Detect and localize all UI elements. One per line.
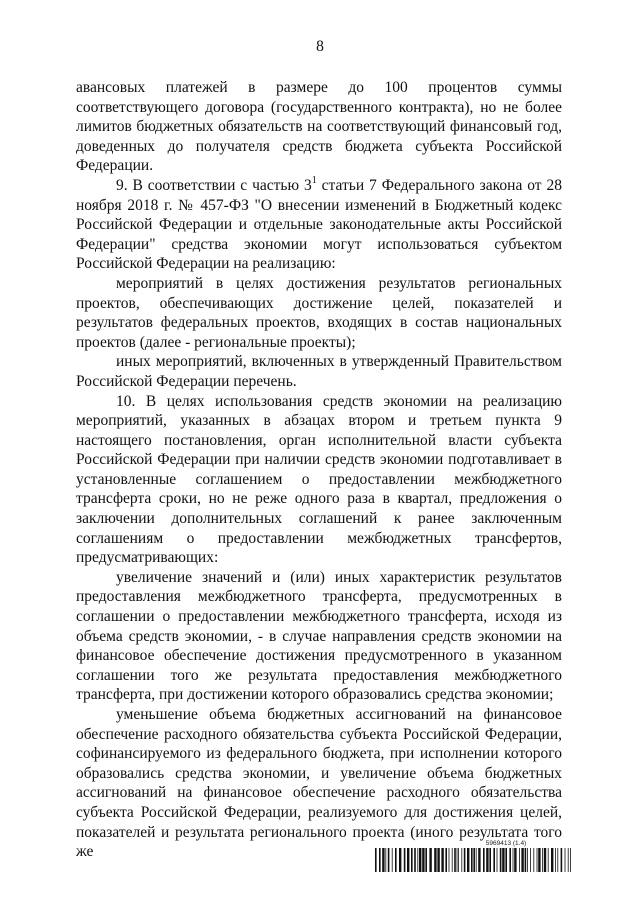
paragraph-other-measures: иных мероприятий, включенных в утвержденный Правительством Российской Федерации перечень.: [76, 353, 562, 390]
paragraph-decrease-allocations: уменьшение объема бюджетных ассигнований на финансовое обеспечение расходного обязательства субъекта Российской Федерации, софинансируемого из федерального бюджета, при исполнении которого образовались средства экономии, и увеличение объема бюджетных ассигнований на финансовое обеспечение расходного обязательства субъекта Российской Федерации, реализуемого для достижения целей, показателей и результата регионального проекта (иного результата того же: [76, 706, 562, 861]
paragraph-item-9-lead: 9. В соответствии с частью 3: [116, 176, 312, 194]
barcode-image: [375, 848, 571, 872]
paragraph-continuation: авансовых платежей в размере до 100 процентов суммы соответствующего договора (государственного контракта), но не более лимитов бюджетных обязательств на соответствующий финансовый год, доведенных до получателя средств бюджета субъекта Российской Федерации.: [76, 79, 562, 175]
paragraph-regional-projects: мероприятий в целях достижения результатов региональных проектов, обеспечивающих достижение целей, показателей и результатов федеральных проектов, входящих в состав национальных проектов (далее - региональные проекты);: [76, 274, 562, 351]
paragraph-item-10: 10. В целях использования средств экономии на реализацию мероприятий, указанных в абзацах втором и третьем пункта 9 настоящего постановления, орган исполнительной власти субъекта Российской Федерации при наличии средств экономии подготавливает в установленные соглашением о предоставлении межбюджетного трансферта сроки, но не реже одного раза в квартал, предложения о заключении дополнительных соглашений к ранее заключенным соглашениям о предоставлении межбюджетных трансфертов, предусматривающих:: [76, 392, 562, 567]
page-number: 8: [316, 38, 324, 55]
document-body: [76, 78, 562, 862]
document-stamp: 5969413 (1.4): [485, 840, 527, 847]
paragraph-item-9: [76, 176, 562, 274]
superscript-marker: 1: [311, 174, 317, 186]
paragraph-item-9-rest: статьи 7 Федерального закона от 28 ноября 2018 г. № 457-ФЗ "О внесении изменений в Бюджетный кодекс Российской Федерации и отдельные законодательные акты Российской Федерации" средства экономии могут использоваться субъектом Российской Федерации на реализацию:: [76, 176, 562, 273]
paragraph-increase-values: увеличение значений и (или) иных характеристик результатов предоставления межбюджетного трансферта, предусмотренных в соглашении о предоставлении межбюджетного трансферта, исходя из объема средств экономии, - в случае направления средств экономии на финансовое обеспечение достижения предусмотренного в указанном соглашении того же результата предоставления межбюджетного трансферта, при достижении которого образовались средства экономии;: [76, 568, 562, 704]
